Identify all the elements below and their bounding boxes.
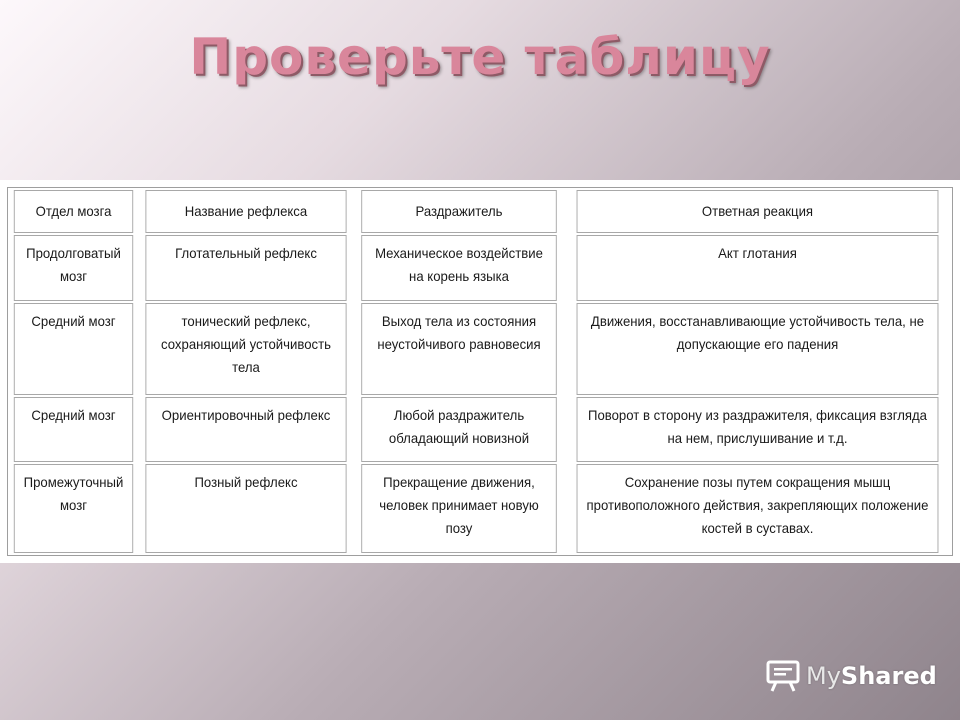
header-cell-response: Ответная реакция <box>577 190 939 233</box>
myshared-wordmark <box>806 662 937 690</box>
table-cell: Позный рефлекс <box>145 464 346 553</box>
table-cell: Прекращение движения, человек принимает новую позу <box>361 464 557 553</box>
table-row <box>10 235 950 301</box>
brand-text-shared: Shared <box>840 662 937 690</box>
table-cell: Средний мозг <box>14 397 133 463</box>
reflex-table <box>7 187 953 556</box>
table-cell: Механическое воздействие на корень языка <box>361 235 557 301</box>
myshared-logo <box>766 656 937 696</box>
header-cell-stimulus: Раздражитель <box>361 190 557 233</box>
header-cell-reflex-name: Название рефлекса <box>145 190 346 233</box>
presentation-board-icon <box>766 660 800 692</box>
table-cell: Выход тела из состояния неустойчивого равновесия <box>361 303 557 395</box>
table-cell: Акт глотания <box>577 235 939 301</box>
table-cell: Движения, восстанавливающие устойчивость тела, не допускающие его падения <box>577 303 939 395</box>
table-cell: Сохранение позы путем сокращения мышц противоположного действия, закрепляющих положение костей в суставах. <box>577 464 939 553</box>
table-row <box>10 397 950 463</box>
table-cell: тонический рефлекс, сохраняющий устойчивость тела <box>145 303 346 395</box>
table-header-row <box>10 190 950 233</box>
table-row <box>10 303 950 395</box>
table-cell: Поворот в сторону из раздражителя, фиксация взгляда на нем, прислушивание и т.д. <box>577 397 939 463</box>
table-cell: Любой раздражитель обладающий новизной <box>361 397 557 463</box>
table-cell: Промежуточный мозг <box>14 464 133 553</box>
slide-title: Проверьте таблицу <box>189 28 771 86</box>
table-cell: Глотательный рефлекс <box>145 235 346 301</box>
header-cell-brain-part: Отдел мозга <box>14 190 133 233</box>
table-cell: Ориентировочный рефлекс <box>145 397 346 463</box>
table-row <box>10 464 950 553</box>
table-cell: Продолговатый мозг <box>14 235 133 301</box>
table-cell: Средний мозг <box>14 303 133 395</box>
brand-text-my: My <box>806 662 841 690</box>
